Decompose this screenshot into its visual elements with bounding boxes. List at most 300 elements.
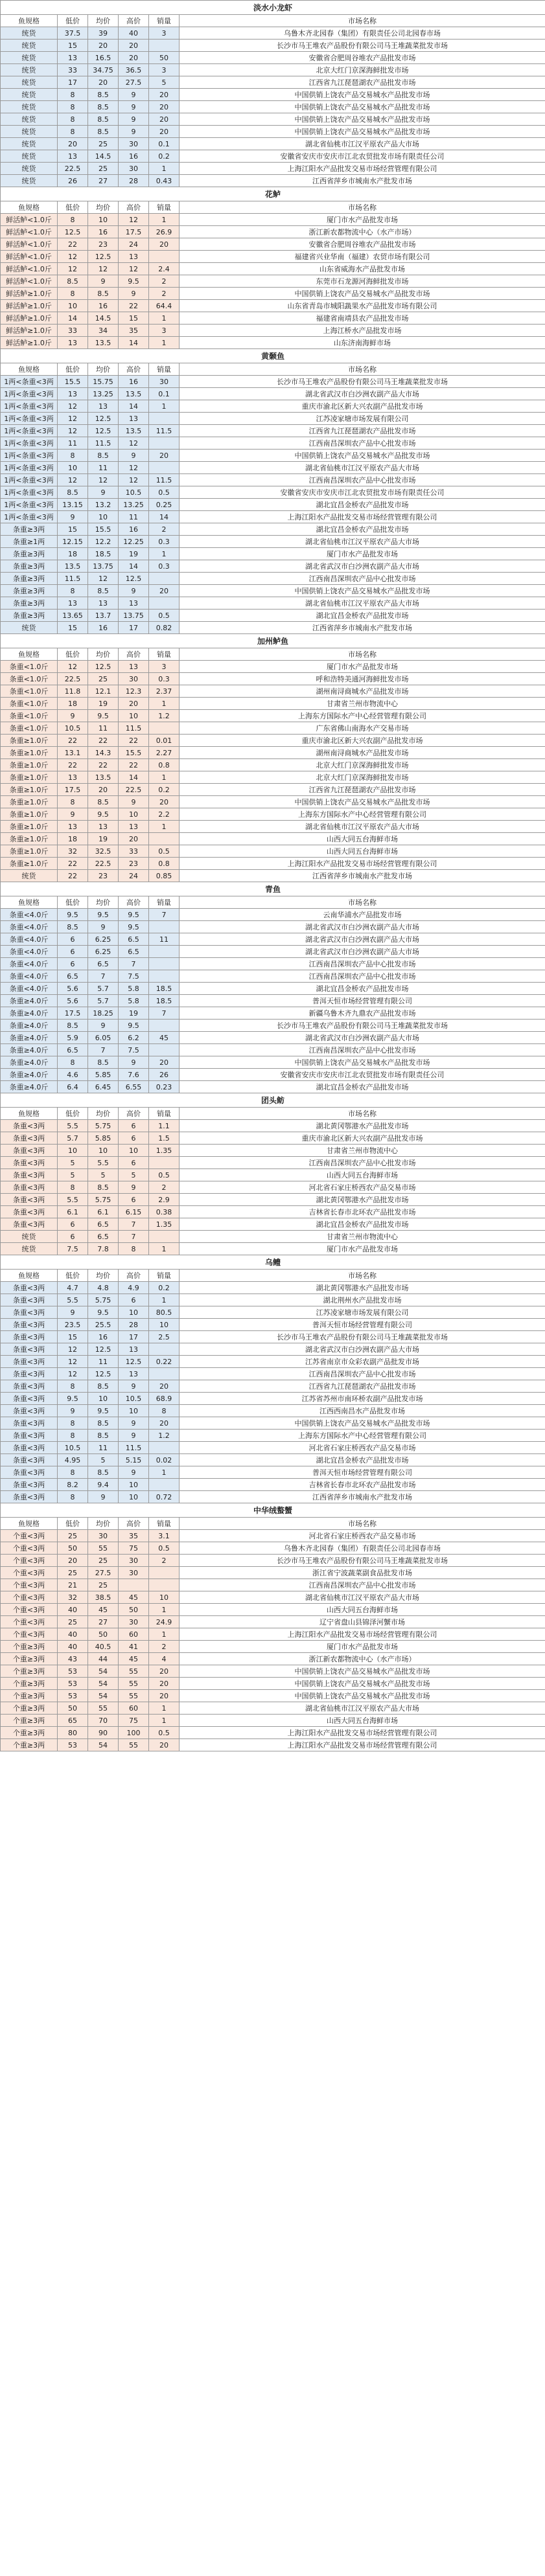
cell-low-price: 8 — [58, 101, 88, 113]
cell-spec: 条重<3两 — [1, 1417, 58, 1430]
cell-high-price: 8 — [119, 1243, 149, 1255]
cell-high-price: 28 — [119, 1319, 149, 1331]
section-header-row — [1, 1108, 545, 1120]
cell-market: 呼和浩特美通河海鲜批发市场 — [180, 673, 545, 685]
cell-low-price: 12.5 — [58, 226, 88, 238]
cell-market: 山东济南海鲜市场 — [180, 337, 545, 349]
cell-high-price: 11.5 — [119, 1442, 149, 1454]
cell-low-price: 32 — [58, 1591, 88, 1604]
cell-high-price: 27.5 — [119, 76, 149, 89]
cell-avg-price: 12 — [88, 263, 119, 275]
cell-volume: 18.5 — [149, 983, 180, 995]
cell-volume: 0.38 — [149, 1206, 180, 1218]
table-row — [1, 511, 545, 523]
cell-market: 山西大同五台海鲜市场 — [180, 1604, 545, 1616]
cell-market: 重庆市渝北区新大兴农副产品批发市场 — [180, 735, 545, 747]
cell-avg-price: 30 — [88, 1530, 119, 1542]
cell-avg-price: 13.5 — [88, 771, 119, 784]
cell-low-price: 5.6 — [58, 983, 88, 995]
cell-low-price: 8 — [58, 288, 88, 300]
cell-volume: 20 — [149, 101, 180, 113]
cell-market: 浙江省宁波蔬菜副食品批发市场 — [180, 1567, 545, 1579]
cell-high-price: 6 — [119, 1194, 149, 1206]
cell-spec: 条重<3两 — [1, 1479, 58, 1491]
cell-market: 湖北省武汉市白沙洲农副产品大市场 — [180, 560, 545, 573]
cell-market: 江西省九江琵琶湖农产品批发市场 — [180, 76, 545, 89]
cell-market: 长沙市马王堆农产品股份有限公司马王堆蔬菜批发市场 — [180, 376, 545, 388]
cell-spec: 条重<3两 — [1, 1282, 58, 1294]
table-row — [1, 312, 545, 325]
cell-spec: 条重≥4.0斤 — [1, 1032, 58, 1044]
table-row — [1, 1417, 545, 1430]
cell-market: 江西南昌深圳农产品中心批发市场 — [180, 573, 545, 585]
header-low-price: 低价 — [58, 1518, 88, 1530]
cell-avg-price: 5.85 — [88, 1132, 119, 1145]
table-row — [1, 1294, 545, 1306]
cell-volume — [149, 1579, 180, 1591]
cell-spec: 鲜活鲈<1.0斤 — [1, 263, 58, 275]
header-low-price: 低价 — [58, 201, 88, 214]
cell-high-price: 5.8 — [119, 983, 149, 995]
cell-high-price: 30 — [119, 1616, 149, 1628]
cell-avg-price: 9.5 — [88, 909, 119, 921]
cell-low-price: 15.5 — [58, 376, 88, 388]
cell-avg-price: 7.8 — [88, 1243, 119, 1255]
cell-avg-price: 12.5 — [88, 425, 119, 437]
cell-low-price: 5.5 — [58, 1294, 88, 1306]
cell-high-price: 6.15 — [119, 1206, 149, 1218]
cell-low-price: 14 — [58, 312, 88, 325]
table-row — [1, 499, 545, 511]
cell-volume: 0.8 — [149, 858, 180, 870]
cell-spec: 条重<3两 — [1, 1405, 58, 1417]
header-spec: 鱼规格 — [1, 1270, 58, 1282]
cell-spec: 1两<条重<3两 — [1, 499, 58, 511]
cell-spec: 鲜活鲈<1.0斤 — [1, 214, 58, 226]
cell-avg-price: 27.5 — [88, 1567, 119, 1579]
cell-market: 长沙市马王堆农产品股份有限公司马王堆蔬菜批发市场 — [180, 1331, 545, 1343]
table-row — [1, 946, 545, 958]
cell-low-price: 6.5 — [58, 1044, 88, 1056]
cell-spec: 条重≥1.0斤 — [1, 858, 58, 870]
cell-low-price: 26 — [58, 175, 88, 187]
header-market: 市场名称 — [180, 648, 545, 661]
table-row — [1, 52, 545, 64]
cell-high-price: 9 — [119, 288, 149, 300]
table-row — [1, 1591, 545, 1604]
cell-spec: 条重<3两 — [1, 1181, 58, 1194]
cell-avg-price: 8.5 — [88, 450, 119, 462]
cell-low-price: 8 — [58, 89, 88, 101]
cell-avg-price: 6.5 — [88, 958, 119, 970]
cell-avg-price: 18.5 — [88, 548, 119, 560]
cell-high-price: 19 — [119, 1007, 149, 1020]
cell-low-price: 37.5 — [58, 27, 88, 40]
cell-high-price: 9 — [119, 1430, 149, 1442]
cell-volume: 1.2 — [149, 710, 180, 722]
cell-volume — [149, 722, 180, 735]
cell-high-price: 12 — [119, 474, 149, 486]
header-avg-price: 均价 — [88, 896, 119, 909]
cell-avg-price: 13 — [88, 821, 119, 833]
table-row — [1, 698, 545, 710]
cell-volume: 20 — [149, 126, 180, 138]
cell-avg-price: 50 — [88, 1628, 119, 1641]
cell-avg-price: 12.5 — [88, 1343, 119, 1356]
cell-volume: 0.5 — [149, 1727, 180, 1739]
table-row — [1, 263, 545, 275]
cell-avg-price: 8.5 — [88, 1181, 119, 1194]
cell-high-price: 13 — [119, 1343, 149, 1356]
cell-volume — [149, 1442, 180, 1454]
cell-spec: 条重<3两 — [1, 1491, 58, 1503]
table-row — [1, 64, 545, 76]
cell-market: 江苏省南京市众彩农副产品批发市场 — [180, 1356, 545, 1368]
cell-volume: 1.5 — [149, 1132, 180, 1145]
cell-volume: 20 — [149, 1739, 180, 1751]
cell-volume — [149, 1479, 180, 1491]
cell-low-price: 22 — [58, 759, 88, 771]
table-row — [1, 1157, 545, 1169]
cell-spec: 鲜活鲈≥1.0斤 — [1, 312, 58, 325]
cell-high-price: 9 — [119, 1056, 149, 1069]
table-row — [1, 300, 545, 312]
cell-market: 湖北省武汉市白沙洲农副产品大市场 — [180, 388, 545, 400]
cell-high-price: 10 — [119, 1479, 149, 1491]
table-row — [1, 1739, 545, 1751]
cell-low-price: 22 — [58, 735, 88, 747]
section-title-row — [1, 882, 545, 896]
cell-avg-price: 19 — [88, 833, 119, 845]
cell-spec: 统货 — [1, 40, 58, 52]
cell-spec: 统货 — [1, 622, 58, 634]
header-market: 市场名称 — [180, 15, 545, 27]
cell-market: 湖北省武汉市白沙洲农副产品大市场 — [180, 933, 545, 946]
cell-market: 江西南昌深圳农产品中心批发市场 — [180, 970, 545, 983]
table-row — [1, 1555, 545, 1567]
cell-spec: 条重≥3两 — [1, 610, 58, 622]
cell-avg-price: 9.5 — [88, 1405, 119, 1417]
cell-spec: 1两<条重<3两 — [1, 437, 58, 450]
header-low-price: 低价 — [58, 896, 88, 909]
cell-low-price: 8 — [58, 796, 88, 808]
cell-low-price: 20 — [58, 138, 88, 150]
cell-spec: 鲜活鲈<1.0斤 — [1, 226, 58, 238]
cell-low-price: 9 — [58, 511, 88, 523]
cell-volume: 20 — [149, 1678, 180, 1690]
cell-high-price: 12.5 — [119, 1356, 149, 1368]
table-row — [1, 1690, 545, 1702]
cell-high-price: 6.55 — [119, 1081, 149, 1093]
table-row — [1, 1616, 545, 1628]
cell-volume: 20 — [149, 1690, 180, 1702]
cell-spec: 统货 — [1, 126, 58, 138]
cell-market: 江西南昌深圳农产品中心批发市场 — [180, 474, 545, 486]
table-row — [1, 983, 545, 995]
table-row — [1, 325, 545, 337]
cell-spec: 个重<3两 — [1, 1604, 58, 1616]
cell-market: 浙江新农都物流中心（水产市场） — [180, 226, 545, 238]
cell-market: 安徽省安庆市安庆市江北农贸批发市场有限责任公司 — [180, 150, 545, 163]
cell-high-price: 75 — [119, 1715, 149, 1727]
cell-volume: 20 — [149, 238, 180, 251]
cell-avg-price: 38.5 — [88, 1591, 119, 1604]
cell-spec: 统货 — [1, 138, 58, 150]
cell-market: 云南华浦水产品批发市场 — [180, 909, 545, 921]
cell-market: 湖北省武汉市白沙洲农副产品大市场 — [180, 1032, 545, 1044]
cell-avg-price: 15.75 — [88, 376, 119, 388]
cell-spec: 条重≥4.0斤 — [1, 1056, 58, 1069]
table-row — [1, 870, 545, 882]
table-row — [1, 1542, 545, 1555]
cell-spec: 条重≥3两 — [1, 560, 58, 573]
cell-spec: 条重≥1.0斤 — [1, 833, 58, 845]
cell-spec: 条重≥3两 — [1, 548, 58, 560]
cell-low-price: 13.1 — [58, 747, 88, 759]
cell-spec: 鲜活鲈≥1.0斤 — [1, 300, 58, 312]
cell-high-price: 4.9 — [119, 1282, 149, 1294]
cell-high-price: 13 — [119, 251, 149, 263]
cell-low-price: 10 — [58, 1145, 88, 1157]
cell-spec: 条重≥4.0斤 — [1, 1081, 58, 1093]
cell-high-price: 15 — [119, 312, 149, 325]
cell-spec: 条重≥1.0斤 — [1, 784, 58, 796]
cell-high-price: 6.5 — [119, 946, 149, 958]
cell-high-price: 17.5 — [119, 226, 149, 238]
cell-market: 中国供销上饶农产品交易城水产品批发市场 — [180, 1056, 545, 1069]
header-volume: 销量 — [149, 15, 180, 27]
cell-avg-price: 12.2 — [88, 536, 119, 548]
cell-avg-price: 22 — [88, 759, 119, 771]
table-row — [1, 1702, 545, 1715]
table-row — [1, 27, 545, 40]
section-title-row — [1, 1255, 545, 1270]
cell-volume: 0.5 — [149, 1542, 180, 1555]
cell-spec: 条重<3两 — [1, 1306, 58, 1319]
cell-low-price: 65 — [58, 1715, 88, 1727]
cell-avg-price: 5.75 — [88, 1194, 119, 1206]
cell-avg-price: 9 — [88, 1020, 119, 1032]
cell-volume — [149, 833, 180, 845]
cell-market: 福建省兴业华南（福建）农贸市场有限公司 — [180, 251, 545, 263]
cell-market: 山西大同五台海鲜市场 — [180, 1715, 545, 1727]
cell-spec: 个重≥3两 — [1, 1641, 58, 1653]
header-high-price: 高价 — [119, 648, 149, 661]
table-row — [1, 251, 545, 263]
cell-avg-price: 32.5 — [88, 845, 119, 858]
header-low-price: 低价 — [58, 648, 88, 661]
cell-avg-price: 12.5 — [88, 1368, 119, 1380]
cell-avg-price: 9.5 — [88, 808, 119, 821]
cell-spec: 1两<条重<3两 — [1, 462, 58, 474]
header-volume: 销量 — [149, 896, 180, 909]
cell-volume: 3.1 — [149, 1530, 180, 1542]
cell-volume: 11.5 — [149, 474, 180, 486]
cell-spec: 条重≥3两 — [1, 523, 58, 536]
table-row — [1, 858, 545, 870]
cell-avg-price: 25 — [88, 1555, 119, 1567]
header-low-price: 低价 — [58, 15, 88, 27]
cell-avg-price: 5.85 — [88, 1069, 119, 1081]
header-volume: 销量 — [149, 1270, 180, 1282]
cell-high-price: 30 — [119, 1555, 149, 1567]
cell-high-price: 9 — [119, 585, 149, 597]
cell-market: 湖北黄冈鄂港水产品批发市场 — [180, 1120, 545, 1132]
cell-spec: 鲜活鲈<1.0斤 — [1, 251, 58, 263]
cell-low-price: 50 — [58, 1542, 88, 1555]
cell-spec: 条重≥1.0斤 — [1, 796, 58, 808]
cell-avg-price: 45 — [88, 1604, 119, 1616]
cell-spec: 条重<3两 — [1, 1331, 58, 1343]
cell-spec: 个重<3两 — [1, 1567, 58, 1579]
header-spec: 鱼规格 — [1, 648, 58, 661]
table-row — [1, 1604, 545, 1616]
cell-avg-price: 12 — [88, 474, 119, 486]
table-row — [1, 337, 545, 349]
header-avg-price: 均价 — [88, 363, 119, 376]
table-row — [1, 413, 545, 425]
cell-low-price: 4.95 — [58, 1454, 88, 1466]
cell-high-price: 55 — [119, 1678, 149, 1690]
cell-high-price: 20 — [119, 833, 149, 845]
cell-high-price: 28 — [119, 175, 149, 187]
cell-spec: 个重≥3两 — [1, 1690, 58, 1702]
table-row — [1, 833, 545, 845]
cell-spec: 条重<1.0斤 — [1, 661, 58, 673]
cell-market: 江西南昌深圳农产品中心批发市场 — [180, 1368, 545, 1380]
cell-market: 乌鲁木齐北园春（集团）有限责任公司北园春市场 — [180, 1542, 545, 1555]
cell-market: 中国供销上饶农产品交易城水产品批发市场 — [180, 585, 545, 597]
cell-high-price: 13 — [119, 821, 149, 833]
cell-avg-price: 5.7 — [88, 983, 119, 995]
cell-low-price: 17 — [58, 76, 88, 89]
cell-market: 湖州南浔商城水产品批发市场 — [180, 747, 545, 759]
cell-avg-price: 54 — [88, 1690, 119, 1702]
cell-market: 上海东方国际水产中心经营管理有限公司 — [180, 808, 545, 821]
cell-high-price: 100 — [119, 1727, 149, 1739]
cell-volume: 80.5 — [149, 1306, 180, 1319]
table-row — [1, 585, 545, 597]
cell-high-price: 30 — [119, 163, 149, 175]
cell-low-price: 40 — [58, 1628, 88, 1641]
cell-avg-price: 16 — [88, 226, 119, 238]
cell-spec: 条重<3两 — [1, 1466, 58, 1479]
cell-avg-price: 16 — [88, 622, 119, 634]
cell-avg-price: 8.5 — [88, 1380, 119, 1393]
cell-market: 江西省萍乡市城南水产批发市场 — [180, 1491, 545, 1503]
cell-market: 中国供销上饶农产品交易城水产品批发市场 — [180, 1417, 545, 1430]
cell-avg-price: 27 — [88, 1616, 119, 1628]
cell-volume: 2 — [149, 1641, 180, 1653]
cell-avg-price: 7 — [88, 970, 119, 983]
cell-market: 山东省青岛市城阳蔬果水产品批发市场有限公司 — [180, 300, 545, 312]
cell-market: 北京大红门京深海鲜批发市场 — [180, 759, 545, 771]
section-header-row — [1, 201, 545, 214]
cell-low-price: 13 — [58, 597, 88, 610]
cell-market: 江苏凌家塘市场发展有限公司 — [180, 413, 545, 425]
cell-avg-price: 6.45 — [88, 1081, 119, 1093]
cell-volume: 0.5 — [149, 610, 180, 622]
cell-spec: 条重≥3两 — [1, 585, 58, 597]
cell-low-price: 12 — [58, 1356, 88, 1368]
cell-volume: 7 — [149, 909, 180, 921]
cell-market: 江西南昌深圳农产品中心批发市场 — [180, 958, 545, 970]
cell-low-price: 15 — [58, 523, 88, 536]
header-avg-price: 均价 — [88, 201, 119, 214]
cell-avg-price: 34 — [88, 325, 119, 337]
cell-market: 重庆市渝北区新大兴农副产品批发市场 — [180, 1132, 545, 1145]
cell-spec: 条重<4.0斤 — [1, 933, 58, 946]
cell-spec: 条重≥3两 — [1, 597, 58, 610]
cell-volume: 0.2 — [149, 1282, 180, 1294]
table-row — [1, 425, 545, 437]
cell-market: 普洱天恒市场经营管理有限公司 — [180, 1319, 545, 1331]
table-row — [1, 1479, 545, 1491]
header-volume: 销量 — [149, 201, 180, 214]
table-row — [1, 933, 545, 946]
cell-avg-price: 9 — [88, 921, 119, 933]
section-title: 加州鲈鱼 — [1, 634, 545, 648]
cell-market: 乌鲁木齐北园春（集团）有限责任公司北园春市场 — [180, 27, 545, 40]
cell-spec: 个重≥3两 — [1, 1702, 58, 1715]
cell-high-price: 9 — [119, 1417, 149, 1430]
cell-market: 湖北省仙桃市江汉平原农产品大市场 — [180, 821, 545, 833]
cell-high-price: 55 — [119, 1690, 149, 1702]
cell-avg-price: 11 — [88, 722, 119, 735]
table-row — [1, 784, 545, 796]
cell-low-price: 5.5 — [58, 1120, 88, 1132]
cell-volume: 0.82 — [149, 622, 180, 634]
cell-market: 山西大同五台海鲜市场 — [180, 845, 545, 858]
cell-avg-price: 8.5 — [88, 126, 119, 138]
cell-low-price: 7.5 — [58, 1243, 88, 1255]
cell-spec: 条重<3两 — [1, 1442, 58, 1454]
cell-avg-price: 14.5 — [88, 312, 119, 325]
table-row — [1, 226, 545, 238]
header-high-price: 高价 — [119, 896, 149, 909]
header-low-price: 低价 — [58, 1108, 88, 1120]
cell-avg-price: 20 — [88, 76, 119, 89]
header-spec: 鱼规格 — [1, 896, 58, 909]
cell-high-price: 22.5 — [119, 784, 149, 796]
cell-volume: 0.3 — [149, 536, 180, 548]
table-row — [1, 735, 545, 747]
table-row — [1, 1641, 545, 1653]
table-row — [1, 1169, 545, 1181]
cell-high-price: 9 — [119, 101, 149, 113]
cell-avg-price: 12 — [88, 573, 119, 585]
cell-spec: 统货 — [1, 870, 58, 882]
cell-spec: 条重≥1.0斤 — [1, 759, 58, 771]
cell-low-price: 12 — [58, 425, 88, 437]
cell-avg-price: 18.25 — [88, 1007, 119, 1020]
cell-low-price: 10 — [58, 462, 88, 474]
section-title: 中华绒螯蟹 — [1, 1503, 545, 1518]
table-row — [1, 1145, 545, 1157]
table-row — [1, 450, 545, 462]
cell-volume: 50 — [149, 52, 180, 64]
cell-low-price: 8 — [58, 1430, 88, 1442]
cell-avg-price: 5 — [88, 1454, 119, 1466]
cell-avg-price: 4.8 — [88, 1282, 119, 1294]
cell-market: 东莞市石龙源河海鲜批发市场 — [180, 275, 545, 288]
cell-avg-price: 39 — [88, 27, 119, 40]
cell-market: 长沙市马王堆农产品股份有限公司马王堆蔬菜批发市场 — [180, 1020, 545, 1032]
cell-volume: 1.2 — [149, 1430, 180, 1442]
cell-low-price: 12 — [58, 263, 88, 275]
header-high-price: 高价 — [119, 1270, 149, 1282]
cell-avg-price: 12.1 — [88, 685, 119, 698]
